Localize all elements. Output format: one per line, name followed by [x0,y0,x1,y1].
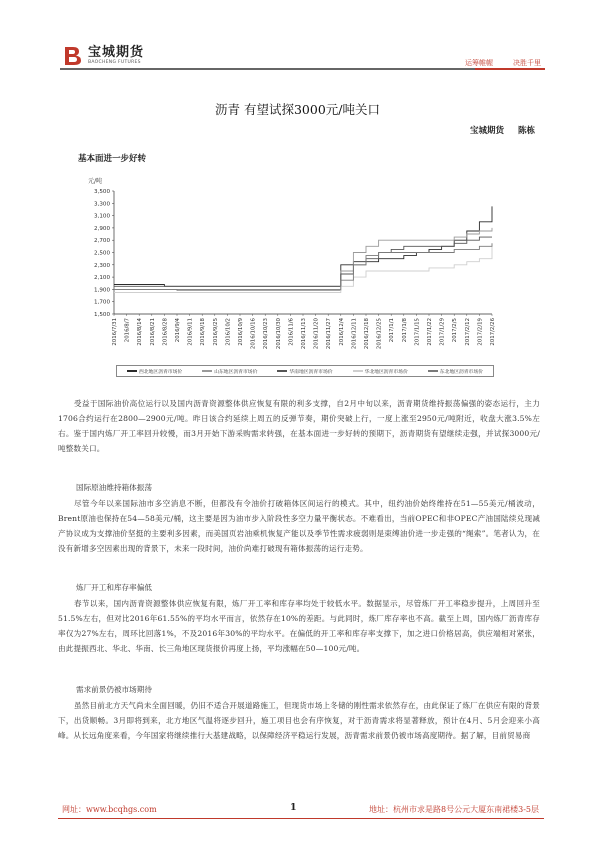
x-tick-label: 2016/11/6 [288,318,295,346]
y-tick-label: 1,700 [93,299,110,306]
y-tick-label: 1,900 [93,287,110,294]
legend-label: 华北地区沥青市场价 [364,369,408,375]
footer-website: 网址：www.bcqhgs.com [62,805,157,814]
legend-label: 华南地区沥青市场价 [289,369,333,375]
legend-label: 东北地区沥青市场价 [439,369,483,375]
x-tick-label: 2016/10/23 [263,318,270,350]
x-tick-label: 2016/12/4 [338,318,345,346]
y-tick-label: 3,500 [93,189,110,195]
y-tick-label: 2,100 [93,275,110,282]
author-name: 陈栋 [517,126,535,136]
y-tick-label: 2,300 [93,262,110,269]
paragraph-2: 尽管今年以来国际油市多空消息不断，但都没有令油价打破箱体区间运行的模式。其中，纽约油价始终维持在51—55美元/桶波动，Brent原油也保持在54—58美元/桶，这主要是因为油市步入阶段性多空力量平衡状态。不难看出，当前OPEC和非OPEC产油国陆续兑现减产协议成为支撑油价坚挺的主要利多因素，而美国页岩油乘机恢复产能以及季节性需求疲弱则是束缚油价进一步走强的“绳索”。笔者认为，在没有新增多空因素出现的背景下，未来一段时间，油价尚难打破现有箱体振荡的运行走势。 [58,499,540,553]
legend-item-5 [428,368,483,375]
byline [470,124,535,136]
x-tick-label: 2016/10/9 [238,318,244,346]
paragraph-1: 受益于国际油价高位运行以及国内沥青资源整体供应恢复有限的利多支撑，自2月中旬以来，沥青期货维持振荡偏强的姿态运行，主力1706合约运行在2800—2900元/吨。昨日该合约延续上周五的反弹节奏，期价突破上行，一度上涨至2950元/吨附近，收盘大涨3.5%左右。鉴于国内炼厂开工率回升较慢，而3月开始下游采购需求转强，在基本面进一步好转的预期下，沥青期货有望继续走强，并试探3000元/吨整数关口。 [58,399,540,453]
x-tick-label: 2016/11/20 [313,318,320,350]
y-axis-label: 元/吨 [88,178,103,185]
x-tick-label: 2016/11/27 [326,318,333,350]
y-tick-label: 2,500 [93,250,110,257]
series-line-3 [114,237,492,286]
x-tick-label: 2016/9/18 [200,318,207,346]
slogan-part-1: 运筹帷幄 [465,59,493,67]
legend-swatch [428,370,438,372]
legend-swatch [277,370,287,372]
series-line-5 [114,243,492,289]
x-tick-label: 2016/9/11 [187,318,194,346]
y-tick-label: 1,500 [93,312,110,318]
page-number: 1 [290,802,297,813]
chart-svg [80,172,495,388]
subheading-3: 需求前景仍被市场期待 [76,685,152,694]
footer-rule [58,818,544,819]
header-slogan [465,58,541,68]
legend-item-2 [202,368,257,375]
asphalt-price-chart [80,172,495,388]
legend-swatch [127,370,137,372]
series-line-2 [114,228,492,291]
x-tick-label: 2016/8/7 [124,318,131,343]
x-tick-label: 2016/8/28 [162,318,169,346]
y-tick-label: 2,700 [93,238,110,245]
company-logo [62,44,144,68]
logo-cn-text: 宝城期货 [88,45,145,61]
header-rule [60,68,475,70]
paragraph-4: 虽然目前北方天气尚未全面回暖，仍旧不适合开展道路施工，但现货市场上冬储的刚性需求依然存在，由此保证了炼厂在供应有限的背景下，出货顺畅。3月即将到来，北方地区气温将逐步回升，施工项目也会有序恢复，对于沥青需求将显著释放，预计在4月、5月会迎来小高峰。从长远角度来看，今年国家将继续推行大基建战略，以保障经济平稳运行发展，沥青需求前景仍被市场高度期待。据了解，目前贸易商 [58,701,540,740]
logo-en-text: BAOCHENG FUTURES [88,60,141,66]
x-tick-label: 2017/1/29 [439,318,446,346]
x-tick-label: 2016/8/21 [149,318,156,346]
author-org: 宝城期货 [469,126,504,136]
series-line-4 [114,246,492,292]
y-tick-label: 3,100 [93,213,110,220]
legend-label: 西北地区沥青市场价 [139,369,183,375]
paragraph-3: 春节以来，国内沥青资源整体供应恢复有限，炼厂开工率和库存率均处于较低水平。数据显示，尽管炼厂开工率稳步提升，上周回升至51.5%左右，但对比2016年61.55%的平均水平而言，依然存在10%的差距。与此同时，炼厂库存率也不高。截至上周，国内炼厂沥青库存率仅为27%左右，周环比回落1%，不及2016年30%的平均水平。在偏低的开工率和库存率支撑下，加之进口价格居高，供应端相对紧张，由此提振西北、华北、华南、长三角地区现货报价再度上扬，平均涨幅在50—100元/吨。 [58,599,540,653]
article-title: 沥青 有望试探3000元/吨关口 [215,102,380,117]
x-tick-label: 2016/10/16 [250,318,257,350]
legend-swatch [353,370,363,372]
legend-item-4 [353,368,408,375]
x-tick-label: 2016/7/31 [112,318,118,346]
x-tick-label: 2017/1/22 [427,318,433,346]
x-tick-label: 2016/9/4 [175,318,181,343]
legend-item-1 [127,368,182,375]
header-rule-accent [475,68,545,70]
x-tick-label: 2016/8/14 [137,318,144,346]
x-tick-label: 2017/1/8 [401,318,408,343]
x-tick-label: 2017/2/12 [464,318,471,346]
y-tick-label: 2,900 [93,225,110,232]
x-tick-label: 2017/1/1 [389,318,396,343]
legend-item-3 [277,368,332,375]
x-tick-label: 2017/1/15 [414,318,421,346]
y-tick-label: 3,300 [93,201,110,208]
x-tick-label: 2017/2/19 [477,318,484,346]
legend-swatch [202,370,212,372]
x-tick-label: 2016/10/30 [275,318,282,350]
legend-label: 山东地区沥青市场价 [214,369,258,375]
subheading-1: 国际原油维持箱体振荡 [76,483,152,492]
subheading-2: 炼厂开工和库存率偏低 [76,583,152,592]
x-tick-label: 2016/9/25 [212,318,219,346]
x-tick-label: 2016/12/18 [364,318,370,350]
chart-legend [116,365,494,377]
logo-b-icon [62,45,84,67]
x-tick-label: 2016/12/25 [376,318,383,350]
x-tick-label: 2016/11/13 [301,318,307,350]
x-tick-label: 2016/12/11 [351,318,358,350]
section-heading: 基本面进一步好转 [78,154,147,164]
slogan-part-2: 决胜千里 [513,59,541,67]
x-tick-label: 2017/2/26 [490,318,496,346]
footer-address: 地址：杭州市求是路8号公元大厦东南裙楼3-5层 [369,805,539,814]
x-tick-label: 2017/2/5 [452,318,459,343]
x-tick-label: 2016/10/2 [225,318,232,346]
